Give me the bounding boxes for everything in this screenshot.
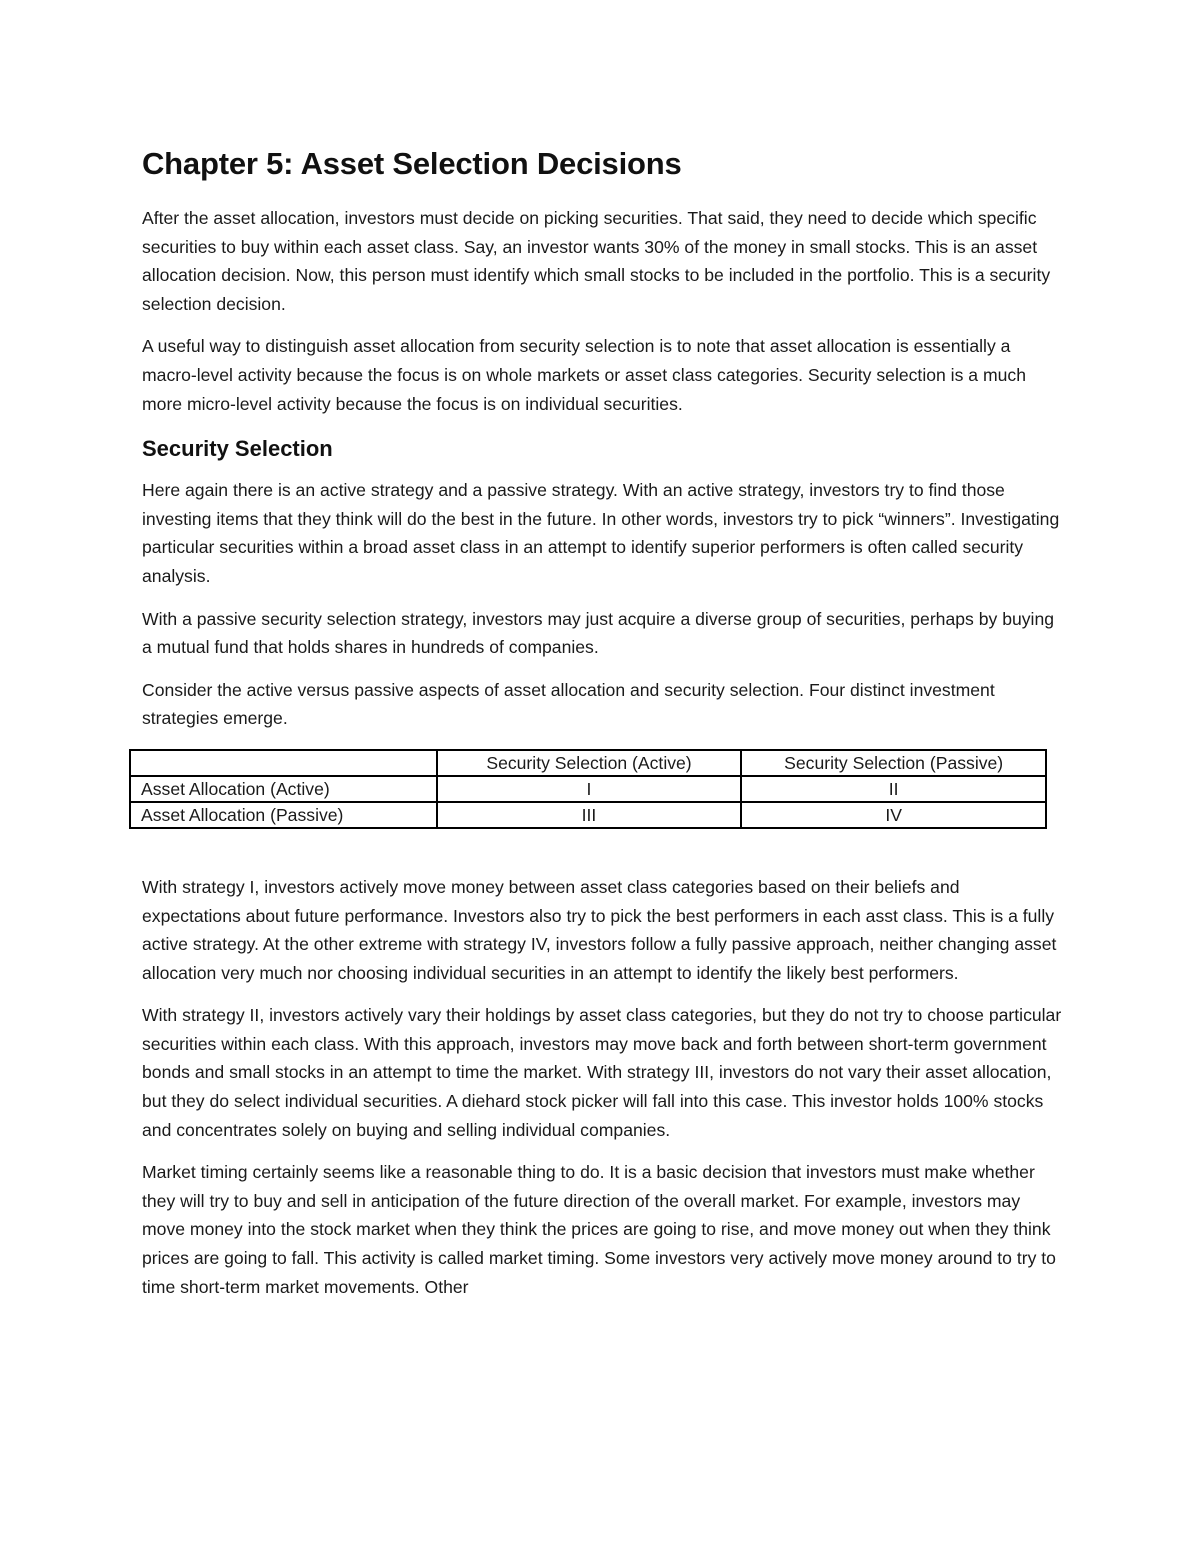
table-cell: II bbox=[741, 776, 1046, 802]
table-cell: IV bbox=[741, 802, 1046, 828]
intro-paragraph-1: After the asset allocation, investors must decide on picking securities. That said, they need to decide which specific securities to buy within each asset class. Say, an investor wants 30% of the money in small stocks. This is an asset allocation decision. Now, this person must identify which small stocks to be included in the portfolio. This is a security selection decision. bbox=[142, 208, 1051, 314]
table-row bbox=[130, 776, 1046, 802]
table-row bbox=[130, 802, 1046, 828]
section-paragraph-2: With a passive security selection strategy, investors may just acquire a diverse group of securities, perhaps by buying a mutual fund that holds shares in hundreds of companies. bbox=[142, 608, 1055, 658]
table-row-label: Asset Allocation (Passive) bbox=[130, 802, 437, 828]
strategy-matrix-table bbox=[129, 749, 1047, 829]
table-header-cell: Security Selection (Passive) bbox=[741, 750, 1046, 776]
document-body bbox=[142, 138, 1062, 1315]
table-cell: III bbox=[437, 802, 742, 828]
table-header-row bbox=[130, 750, 1046, 776]
table-row-label: Asset Allocation (Active) bbox=[130, 776, 437, 802]
table-header-corner bbox=[130, 750, 437, 776]
section-heading-security-selection: Security Selection bbox=[142, 436, 333, 462]
table-cell: I bbox=[437, 776, 742, 802]
market-timing-paragraph: Market timing certainly seems like a reasonable thing to do. It is a basic decision that investors must make whether they will try to buy and sell in anticipation of the future direction of the overall market. For example, investors may move money into the stock market when they think the prices are going to rise, and move money out when they think prices are going to fall. This activity is called market timing. Some investors very actively move money around to try to time short-term market movements. Other bbox=[142, 1162, 1056, 1297]
chapter-title: Chapter 5: Asset Selection Decisions bbox=[142, 146, 682, 181]
section-paragraph-3: Consider the active versus passive aspects of asset allocation and security selection. Four distinct investment strategies emerge. bbox=[142, 679, 995, 729]
strategy-paragraph-1: With strategy I, investors actively move money between asset class categories based on their beliefs and expectations about future performance. Investors also try to pick the best performers in each asst class. This is a fully active strategy. At the other extreme with strategy IV, investors follow a fully passive approach, neither changing asset allocation very much nor choosing individual securities in an attempt to identify the likely best performers. bbox=[142, 876, 1057, 983]
strategy-paragraph-2: With strategy II, investors actively vary their holdings by asset class categories, but they do not try to choose particular securities within each class. With this approach, investors may move back and forth between short-term government bonds and small stocks in an attempt to time the market. With strategy III, investors do not vary their asset allocation, but they do select individual securities. A diehard stock picker will fall into this case. This investor holds 100% stocks and concentrates solely on buying and selling individual companies. bbox=[142, 1005, 1062, 1140]
intro-paragraph-2: A useful way to distinguish asset allocation from security selection is to note that asset allocation is essentially a macro-level activity because the focus is on whole markets or asset class categories. Security selection is a much more micro-level activity because the focus is on individual securities. bbox=[142, 336, 1026, 414]
table-header-cell: Security Selection (Active) bbox=[437, 750, 742, 776]
section-paragraph-1: Here again there is an active strategy and a passive strategy. With an active strategy, investors try to find those investing items that they think will do the best in the future. In other words, investors try to pick “winners”. Investigating particular securities within a broad asset class in an attempt to identify superior performers is often called security analysis. bbox=[142, 480, 1060, 586]
